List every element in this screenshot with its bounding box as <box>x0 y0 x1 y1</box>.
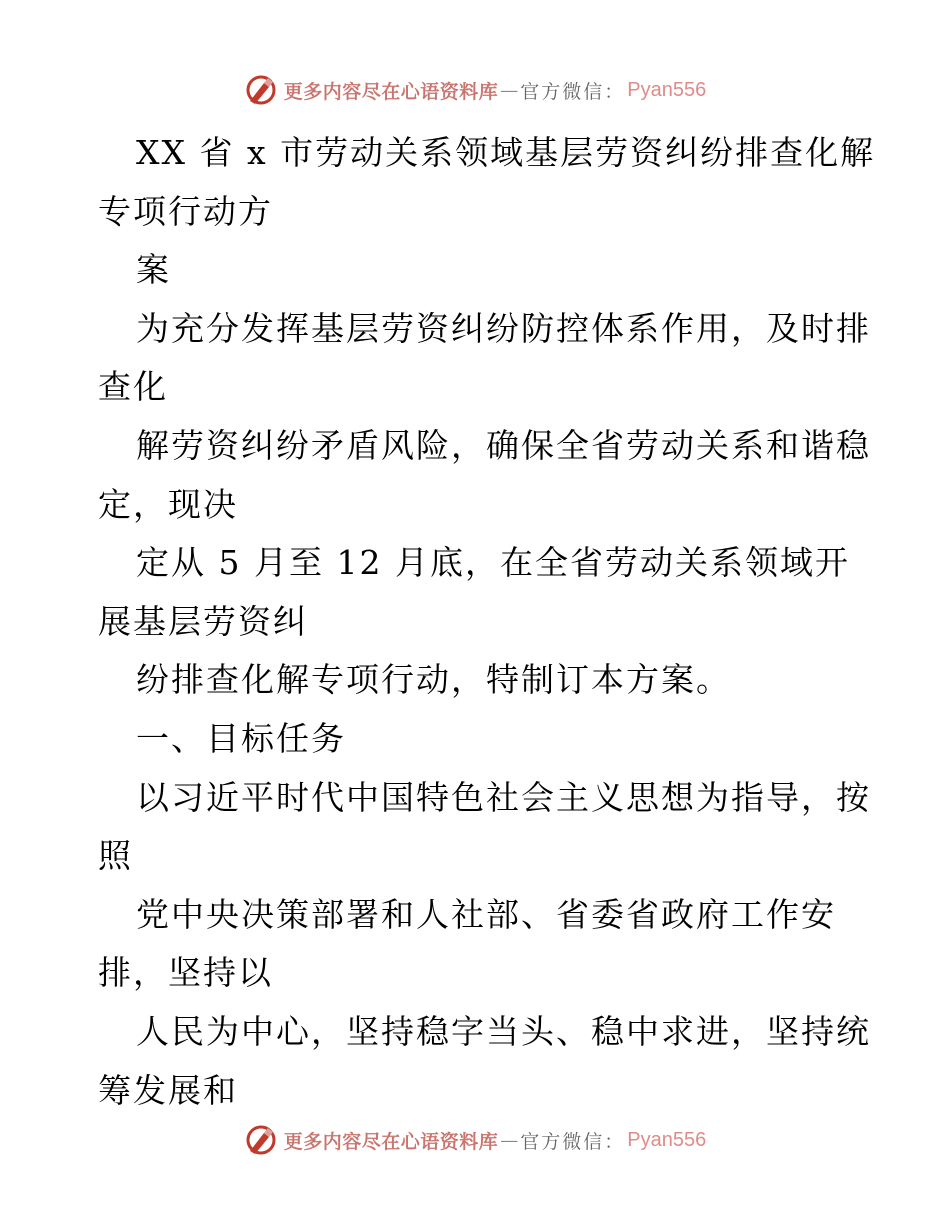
banner-label: 官方微信 <box>520 1130 605 1153</box>
document-line: 人民为中心，坚持稳字当头、稳中求进，坚持统 <box>136 1011 871 1051</box>
document-body <box>98 124 876 1120</box>
document-line: 排，坚持以 <box>98 953 273 993</box>
document-line: 查化 <box>98 367 168 407</box>
footer-banner <box>0 1118 950 1162</box>
header-banner <box>0 68 950 112</box>
document-line: 解劳资纠纷矛盾风险，确保全省劳动关系和谐稳 <box>136 425 871 465</box>
banner-wechat-id: Pyan556 <box>627 1128 707 1151</box>
document-line: 定，现决 <box>98 484 238 524</box>
banner-colon: ： <box>604 80 624 103</box>
document-line: 专项行动方 <box>98 191 273 231</box>
document-line: 展基层劳资纠 <box>98 601 308 641</box>
document-line: 筹发展和 <box>98 1070 238 1110</box>
document-line: 以习近平时代中国特色社会主义思想为指导，按 <box>136 777 871 817</box>
pen-logo-icon <box>244 73 278 107</box>
banner-wechat-id: Pyan556 <box>627 78 707 101</box>
banner-text: 更多内容尽在心语资料库 <box>283 80 499 103</box>
document-line: XX 省 x 市劳动关系领域基层劳资纠纷排查化解 <box>136 133 876 172</box>
document-line: 纷排查化解专项行动，特制订本方案。 <box>136 660 731 700</box>
document-line: 照 <box>98 836 133 876</box>
pen-logo-icon <box>244 1123 278 1157</box>
banner-text: 更多内容尽在心语资料库 <box>283 1130 499 1153</box>
document-line: 党中央决策部署和人社部、省委省政府工作安 <box>136 894 836 934</box>
document-line: 定从 5 月至 12 月底，在全省劳动关系领域开 <box>136 543 850 583</box>
document-line: 案 <box>136 250 171 290</box>
banner-separator: — <box>500 1129 519 1151</box>
document-line: 一、目标任务 <box>136 718 346 758</box>
banner-colon: ： <box>604 1130 624 1153</box>
banner-separator: — <box>500 79 519 101</box>
document-line: 为充分发挥基层劳资纠纷防控体系作用，及时排 <box>136 308 871 348</box>
banner-label: 官方微信 <box>520 80 605 103</box>
